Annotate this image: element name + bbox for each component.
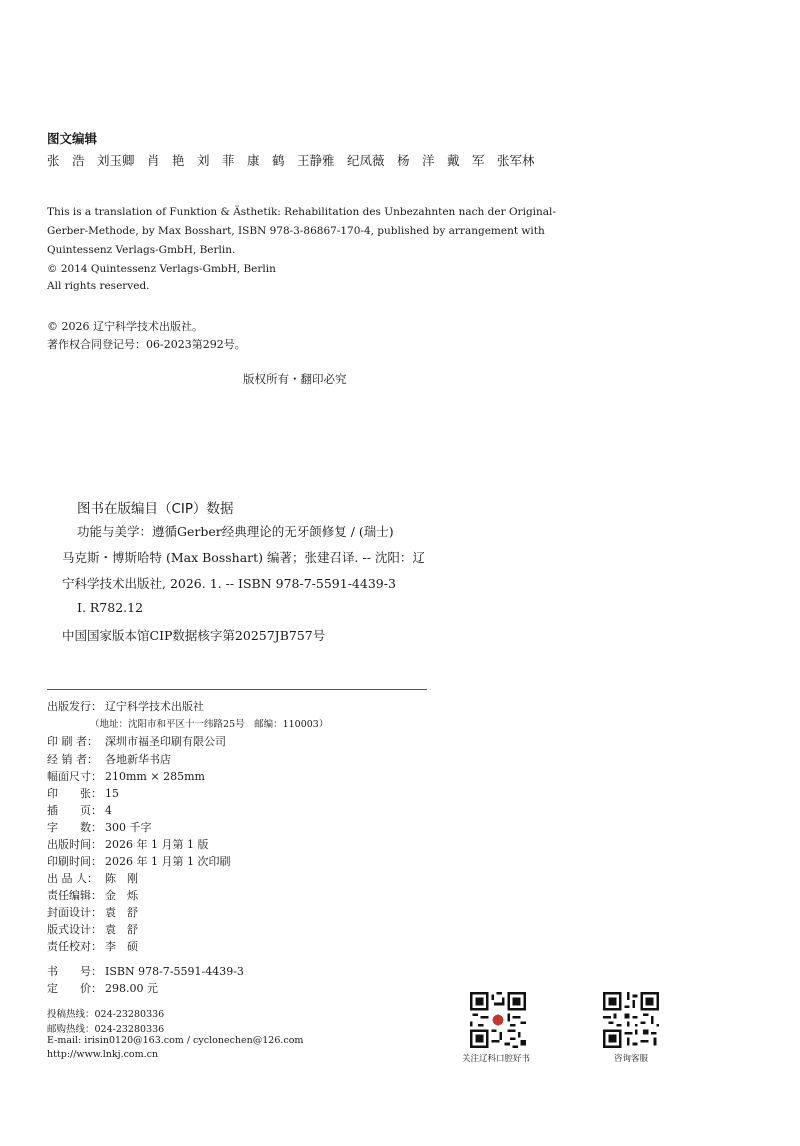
colophon-value: 袁 舒	[105, 923, 138, 936]
colophon-value: 各地新华书店	[105, 753, 171, 766]
colophon-key: 印刷时间：	[47, 855, 102, 868]
qr-caption-service: 咨询客服	[614, 1054, 649, 1064]
colophon-row	[47, 768, 205, 784]
editors-names: 张 浩 刘玉卿 肖 艳 刘 菲 康 鹤 王静雅 纪凤薇 杨 洋 戴 军 张军林	[47, 153, 535, 168]
price-key: 定 价：	[47, 982, 102, 995]
colophon-row	[47, 853, 230, 869]
colophon-key: 插 页：	[47, 804, 102, 817]
colophon-value: 4	[105, 804, 112, 817]
colophon-row	[47, 870, 138, 886]
colophon-value: 2026 年 1 月第 1 次印刷	[105, 855, 231, 868]
colophon-value: 袁 舒	[105, 906, 138, 919]
cip-line-3: 宁科学技术出版社, 2026. 1. -- ISBN 978-7-5591-4439-3	[62, 576, 396, 591]
website-link[interactable]: http://www.lnkj.com.cn	[47, 1049, 159, 1060]
colophon-key: 印 刷 者：	[47, 735, 98, 748]
colophon-address	[90, 716, 328, 730]
cip-number: 中国国家版本馆CIP数据核字第20257JB757号	[62, 628, 326, 643]
colophon-divider	[47, 689, 427, 690]
colophon-key: 责任校对：	[47, 940, 102, 953]
translation-line-1: This is a translation of Funktion & Ästhetik: Rehabilitation des Unbezahnten nach der Original-	[47, 206, 556, 218]
translation-rights: All rights reserved.	[47, 280, 150, 292]
colophon-value: 陈 刚	[105, 872, 138, 885]
translation-line-2: Gerber-Methode, by Max Bosshart, ISBN 978-3-86867-170-4, published by arrangement with	[47, 225, 545, 237]
colophon-value: 2026 年 1 月第 1 版	[105, 838, 209, 851]
qr-code-icon[interactable]	[470, 992, 526, 1048]
colophon-value: （地址：沈阳市和平区十一纬路25号 邮编：110003）	[90, 719, 329, 730]
cip-line-2: 马克斯・博斯哈特 (Max Bosshart) 编著；张建召译. -- 沈阳：辽	[62, 550, 425, 565]
colophon-key: 经 销 者：	[47, 753, 98, 766]
contract-registration: 著作权合同登记号：06-2023第292号。	[47, 338, 246, 351]
mail-order-hotline: 邮购热线：024-23280336	[47, 1024, 165, 1035]
colophon-row	[47, 785, 119, 801]
translation-copyright: © 2014 Quintessenz Verlags-GmbH, Berlin	[47, 263, 276, 275]
colophon-key: 封面设计：	[47, 906, 102, 919]
colophon-row	[47, 698, 204, 714]
qr-caption-follow: 关注辽科口腔好书	[462, 1054, 531, 1064]
qr-code-icon[interactable]	[603, 992, 659, 1048]
colophon-row	[47, 751, 171, 767]
isbn-value: ISBN 978-7-5591-4439-3	[105, 965, 244, 978]
colophon-row	[47, 938, 138, 954]
translation-line-3: Quintessenz Verlags-GmbH, Berlin.	[47, 244, 236, 256]
price-row	[47, 980, 158, 996]
editors-title: 图文编辑	[47, 131, 98, 146]
rights-reserved: 版权所有・翻印必究	[243, 372, 347, 386]
colophon-value: 李 硕	[105, 940, 138, 953]
isbn-key: 书 号：	[47, 965, 102, 978]
colophon-value: 15	[105, 787, 119, 800]
email-address[interactable]: E-mail: irisin0120@163.com / cyclonechen@126.com	[47, 1035, 304, 1046]
colophon-row	[47, 802, 112, 818]
price-value: 298.00 元	[105, 982, 158, 995]
colophon-value: 深圳市福圣印刷有限公司	[105, 735, 226, 748]
colophon-row	[47, 887, 138, 903]
colophon-row	[47, 921, 138, 937]
colophon-value: 金 烁	[105, 889, 138, 902]
copyright-cn: © 2026 辽宁科学技术出版社。	[47, 320, 203, 333]
colophon-key: 责任编辑：	[47, 889, 102, 902]
colophon-key: 幅面尺寸：	[47, 770, 102, 783]
colophon-key: 出版发行：	[47, 700, 102, 713]
cip-title: 图书在版编目（CIP）数据	[77, 501, 234, 517]
colophon-value: 300 千字	[105, 821, 152, 834]
submission-hotline: 投稿热线：024-23280336	[47, 1009, 165, 1020]
colophon-row	[47, 836, 208, 852]
colophon-key: 印 张：	[47, 787, 102, 800]
cip-line-1: 功能与美学：遵循Gerber经典理论的无牙颌修复 / (瑞士)	[77, 524, 394, 539]
colophon-row	[47, 733, 226, 749]
colophon-key: 版式设计：	[47, 923, 102, 936]
colophon-value: 辽宁科学技术出版社	[105, 700, 204, 713]
colophon-row	[47, 819, 152, 835]
isbn-row	[47, 963, 244, 979]
colophon-key: 出版时间：	[47, 838, 102, 851]
cip-classification: Ⅰ. R782.12	[77, 600, 144, 615]
colophon-key: 出 品 人：	[47, 872, 98, 885]
colophon-key: 字 数：	[47, 821, 102, 834]
colophon-row	[47, 904, 138, 920]
colophon-value: 210mm × 285mm	[105, 770, 205, 783]
